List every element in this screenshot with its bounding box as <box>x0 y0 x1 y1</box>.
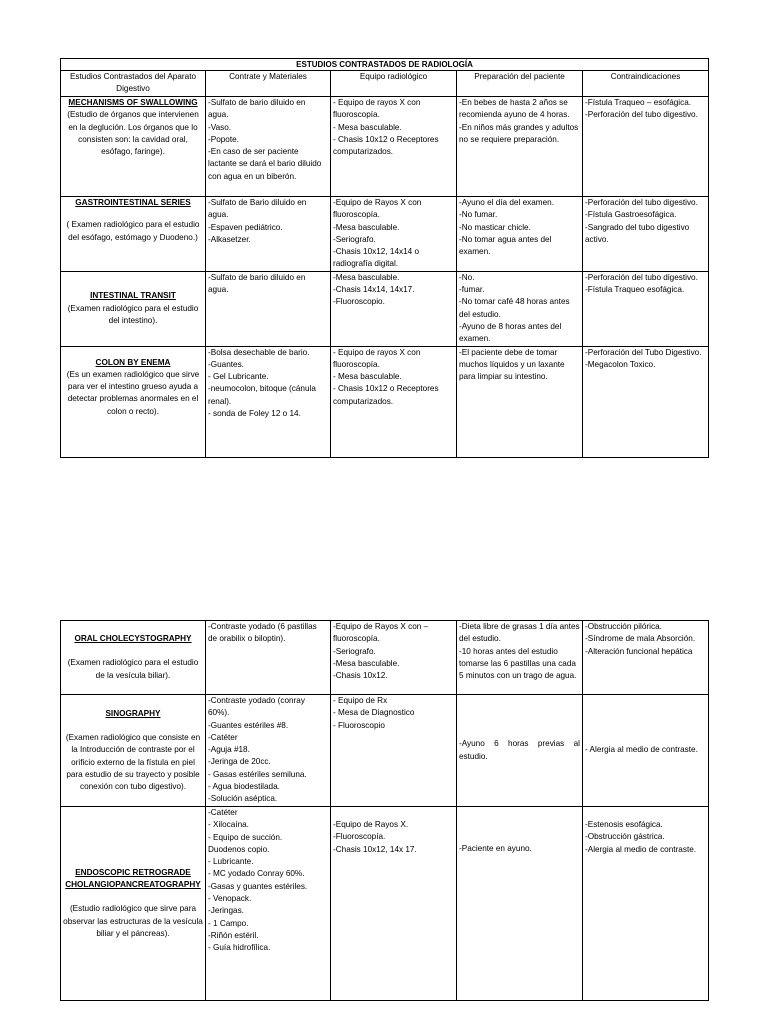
equipment-item: -Mesa basculable. <box>333 272 400 282</box>
contraindication-item: -Fístula Gastroesofágica. <box>585 210 677 220</box>
preparation-item: -Ayuno de 8 horas antes del examen. <box>459 321 562 344</box>
materials-item: -Sulfato de bario diluido en agua. <box>208 272 306 295</box>
materials-item: -Aguja #18. <box>208 745 250 755</box>
equipment-item: -Mesa basculable. <box>333 222 400 232</box>
table-row <box>61 97 709 197</box>
header-studies: Estudios Contrastados del Aparato Digestivo <box>61 71 206 97</box>
equipment-item: - Mesa basculable. <box>333 122 402 132</box>
equipment-cell <box>331 197 457 272</box>
contraindication-item: -Perforación del Tubo Digestivo. <box>585 347 702 357</box>
contraindications-cell <box>583 695 709 807</box>
materials-item: -Espaven pediátrico. <box>208 222 283 232</box>
materials-item: - Guía hidrofílica. <box>208 943 271 953</box>
study-name: ORAL CHOLECYSTOGRAPHY <box>74 634 192 644</box>
preparation-item: -En bebes de hasta 2 años se recomienda ayuno de 4 horas. <box>459 98 570 120</box>
contraindications-cell <box>583 271 709 346</box>
study-description: (Estudio de órganos que intervienen en la deglución. Los órganos que lo consisten son: la cavidad oral, esófago, faringe). <box>67 110 199 157</box>
materials-item: Duodenos copio. <box>208 844 270 854</box>
contraindication-item: -Perforación del tubo digestivo. <box>585 198 698 207</box>
contraindication-item: -Alergia al medio de contraste. <box>585 844 697 854</box>
equipment-item: -Equipo de Rayos X. <box>333 820 409 829</box>
contraindications-cell <box>583 346 709 457</box>
materials-item: - sonda de Foley 12 o 14. <box>208 409 301 419</box>
contraindication-item: -Obstrucción pilórica. <box>585 622 662 631</box>
equipment-cell <box>331 807 457 1001</box>
contraindication-item: -Síndrome de mala Absorción. <box>585 634 696 644</box>
contraindication-item: -Sangrado del tubo digestivo activo. <box>585 222 690 244</box>
study-description: (Examen radiológico para el estudio de la vesícula biliar). <box>67 658 199 680</box>
study-cell <box>61 621 206 695</box>
study-cell <box>61 807 206 1001</box>
preparation-cell <box>457 97 583 197</box>
equipment-item: -Mesa basculable. <box>333 658 400 668</box>
contraindication-item: -Perforación del tubo digestivo. <box>585 110 698 120</box>
preparation-cell <box>457 621 583 695</box>
preparation-item: -Paciente en ayuno. <box>459 844 532 853</box>
study-cell <box>61 197 206 272</box>
table-title: ESTUDIOS CONTRASTADOS DE RADIOLOGÍA <box>61 59 709 71</box>
study-name: GASTROINTESTINAL SERIES <box>75 198 191 207</box>
equipment-cell <box>331 695 457 807</box>
materials-item: -Gasas y guantes estériles. <box>208 881 308 891</box>
equipment-item: -Equipo de Rayos X con fluoroscopía. <box>333 198 422 220</box>
study-name: SINOGRAPHY <box>105 708 161 718</box>
materials-cell <box>206 271 331 346</box>
materials-item: -Riñón estéril. <box>208 930 259 940</box>
materials-item: - Xilocaína. <box>208 820 249 830</box>
study-description: (Estudio radiológico que sirve para observar las estructuras de la vesícula biliar y el páncreas). <box>63 904 203 938</box>
header-equipment: Equipo radiológico <box>331 71 457 97</box>
study-cell <box>61 346 206 457</box>
equipment-item: - Equipo de rayos X con fluoroscopía. <box>333 98 421 120</box>
materials-item: - Gasas estériles semiluna. <box>208 769 307 779</box>
study-cell <box>61 97 206 197</box>
materials-item: - MC yodado Conray 60%. <box>208 869 305 879</box>
study-description: (Es un examen radiológico que sirve para ver el intestino grueso ayuda a detectar problemas anormales en el colon o recto). <box>66 369 200 416</box>
equipment-cell <box>331 346 457 457</box>
materials-item: - Lubricante. <box>208 857 254 867</box>
materials-item: -Popote. <box>208 134 239 144</box>
materials-item: -Guantes. <box>208 359 244 369</box>
contraindication-item: -Alteración funcional hepática <box>585 646 693 656</box>
contraindication-item: -Perforación del tubo digestivo. <box>585 272 698 282</box>
study-cell <box>61 695 206 807</box>
table-row <box>61 271 709 346</box>
materials-item: -En caso de ser paciente lactante se dará el bario diluido con agua en un biberón. <box>208 147 322 181</box>
radiology-studies-table-1 <box>60 58 709 458</box>
study-name: INTESTINAL TRANSIT <box>90 291 176 301</box>
materials-item: -Jeringas. <box>208 906 244 916</box>
equipment-item: - Mesa de Diagnostico <box>333 708 415 718</box>
preparation-item: -fumar. <box>459 285 485 295</box>
study-description: ( Examen radiológico para el estudio del esófago, estómago y Duodeno.) <box>66 220 200 242</box>
equipment-item: -Fluoroscopio. <box>333 297 385 307</box>
materials-item: -neumocolon, bitoque (cánula renal). <box>208 384 316 406</box>
equipment-item: - Equipo de Rx <box>333 696 388 705</box>
materials-cell <box>206 346 331 457</box>
materials-item: -Alkasetzer. <box>208 234 251 244</box>
contraindication-item: -Obstrucción gástrica. <box>585 832 665 842</box>
equipment-item: -Chasis 10x12. <box>333 671 388 681</box>
materials-item: - Gel Lubricante. <box>208 372 269 382</box>
materials-cell <box>206 807 331 1001</box>
equipment-item: -Chasis 14x14, 14x17. <box>333 285 415 295</box>
contraindications-cell <box>583 197 709 272</box>
preparation-item: -Ayuno 6 horas previas al estudio. <box>459 739 580 761</box>
equipment-item: - Mesa basculable. <box>333 372 402 382</box>
equipment-item: - Equipo de rayos X con fluoroscopía. <box>333 347 421 369</box>
contraindication-item: -Fístula Traqueo – esofágica. <box>585 98 692 107</box>
preparation-cell <box>457 346 583 457</box>
equipment-item: -Seriografo. <box>333 234 376 244</box>
materials-cell <box>206 621 331 695</box>
study-name: ENDOSCOPIC RETROGRADE CHOLANGIOPANCREATOGRAPHY <box>65 867 201 890</box>
materials-cell <box>206 197 331 272</box>
preparation-item: -Dieta libre de grasas 1 día antes del estudio. <box>459 622 580 644</box>
preparation-cell <box>457 197 583 272</box>
equipment-item: - Fluoroscopio <box>333 720 385 730</box>
preparation-item: -No masticar chicle. <box>459 222 531 232</box>
materials-cell <box>206 695 331 807</box>
study-cell <box>61 271 206 346</box>
table-row <box>61 807 709 1001</box>
equipment-item: -Equipo de Rayos X con – fluoroscopía. <box>333 622 429 644</box>
materials-cell <box>206 97 331 197</box>
header-preparation: Preparación del paciente <box>457 71 583 97</box>
contraindications-cell <box>583 621 709 695</box>
equipment-item: -Seriografo. <box>333 646 376 656</box>
contraindications-cell <box>583 97 709 197</box>
table-row <box>61 621 709 695</box>
preparation-cell <box>457 807 583 1001</box>
header-materials: Contrate y Materiales <box>206 71 331 97</box>
table-row <box>61 346 709 457</box>
materials-item: -Catéter <box>208 732 238 742</box>
study-description: (Examen radiológico que consiste en la Introducción de contraste por el orificio externo de la fístula en piel para estudio de su trayecto y posible conexión con tubo digestivo). <box>65 732 201 792</box>
contraindication-item: - Alergia al medio de contraste. <box>585 745 698 755</box>
preparation-item: -Ayuno el día del examen. <box>459 198 554 207</box>
study-name: COLON BY ENEMA <box>95 357 171 367</box>
table-row <box>61 197 709 272</box>
materials-item: -Contraste yodado (conray 60%). <box>208 696 305 718</box>
materials-item: -Sulfato de bario diluido en agua. <box>208 98 306 120</box>
materials-item: -Vaso. <box>208 122 232 132</box>
materials-item: -Guantes estériles #8. <box>208 720 289 730</box>
materials-item: - 1 Campo. <box>208 918 249 928</box>
equipment-item: -Chasis 10x12, 14x14 o radiografía digital. <box>333 247 420 269</box>
equipment-cell <box>331 271 457 346</box>
materials-item: - Agua biodestilada. <box>208 782 280 792</box>
preparation-item: -10 horas antes del estudio tomarse las 6 pastillas una cada 5 minutos con un trago de agua. <box>459 646 577 681</box>
equipment-item: -Fluoroscopía. <box>333 832 386 842</box>
materials-item: -Jeringa de 20cc. <box>208 757 271 767</box>
contraindications-cell <box>583 807 709 1001</box>
preparation-item: -No tomar agua antes del examen. <box>459 234 552 257</box>
materials-item: - Venopack. <box>208 894 252 904</box>
equipment-cell <box>331 97 457 197</box>
contraindication-item: -Megacolon Toxico. <box>585 359 656 369</box>
equipment-item: - Chasis 10x12 o Receptores computarizados. <box>333 384 439 406</box>
equipment-item: - Chasis 10x12 o Receptores computarizados. <box>333 134 439 157</box>
study-name: MECHANISMS OF SWALLOWING <box>68 98 198 107</box>
materials-item: - Equipo de succión. <box>208 832 283 842</box>
preparation-item: -No tomar café 48 horas antes del estudio. <box>459 297 570 319</box>
materials-item: -Bolsa desechable de bario. <box>208 347 310 357</box>
preparation-item: -No. <box>459 272 475 282</box>
radiology-studies-table-2 <box>60 620 709 1001</box>
preparation-cell <box>457 695 583 807</box>
preparation-cell <box>457 271 583 346</box>
materials-item: -Contraste yodado (6 pastillas de orabilix o biloptin). <box>208 622 317 644</box>
contraindication-item: -Fístula Traqueo esofágica. <box>585 285 685 295</box>
materials-item: -Sulfato de Bario diluido en agua. <box>208 198 307 220</box>
preparation-item: -El paciente debe de tomar muchos líquidos y un laxante para limpiar su intestino. <box>459 347 565 382</box>
materials-item: -Catéter <box>208 808 238 817</box>
equipment-cell <box>331 621 457 695</box>
contraindication-item: -Estenosis esofágica. <box>585 820 663 829</box>
materials-item: -Solución aséptica. <box>208 794 278 804</box>
preparation-item: -No fumar. <box>459 210 498 220</box>
table-row <box>61 695 709 807</box>
header-contraindications: Contraindicaciones <box>583 71 709 97</box>
equipment-item: -Chasis 10x12, 14x 17. <box>333 844 417 854</box>
preparation-item: -En niños más grandes y adultos no se requiere preparación. <box>459 122 579 144</box>
study-description: (Examen radiológico para el estudio del intestino). <box>67 303 199 325</box>
